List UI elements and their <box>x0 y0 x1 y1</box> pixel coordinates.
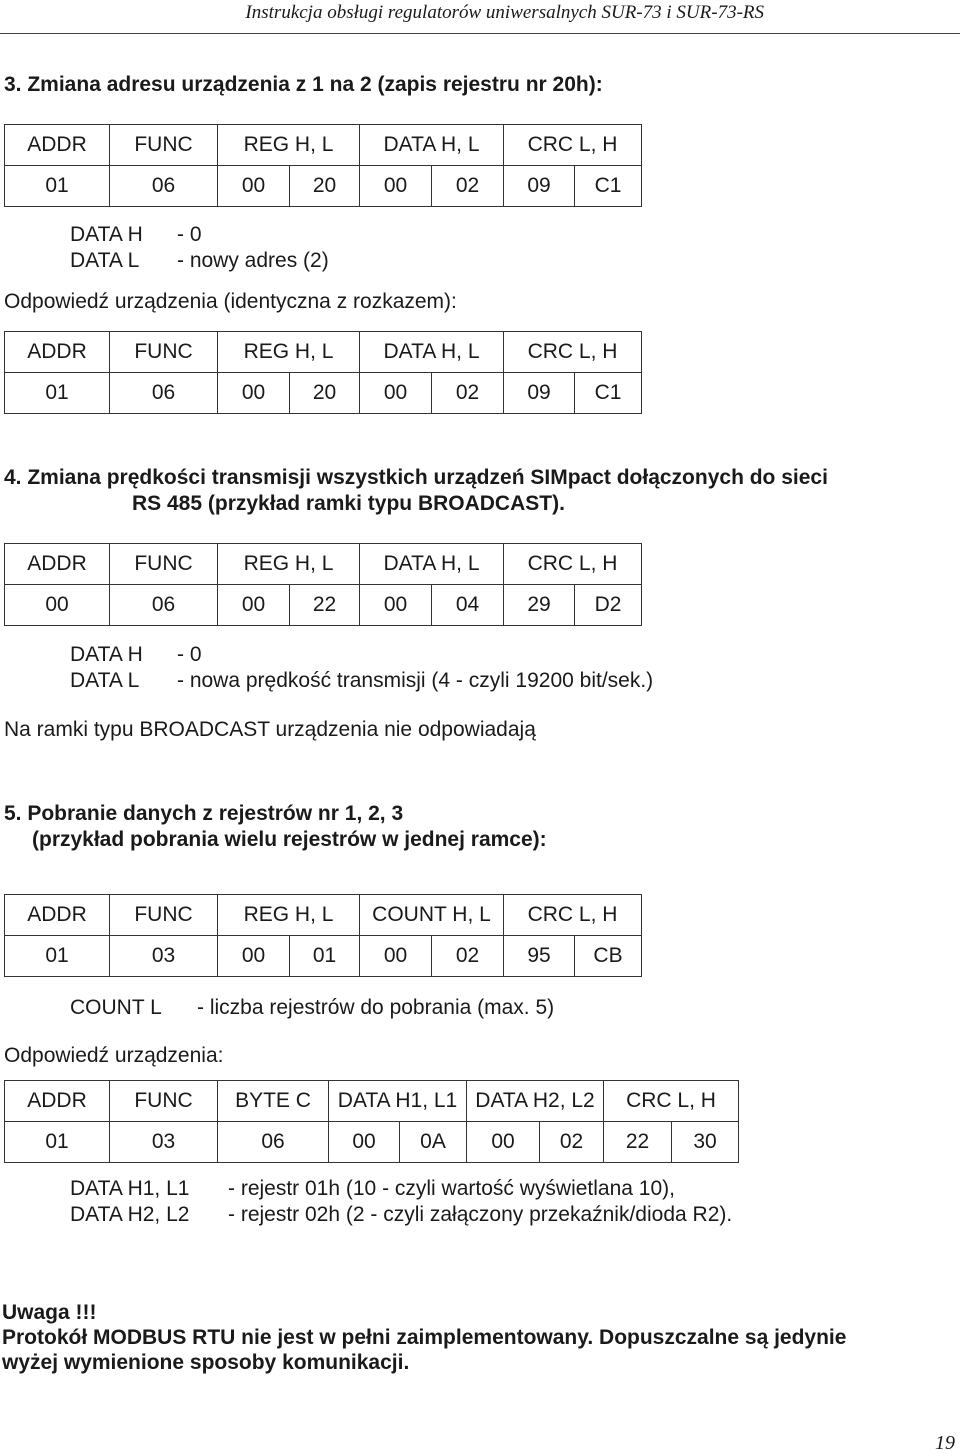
section-4-heading: 4. Zmiana prędkości transmisji wszystkich urządzeń SIMpact dołączonych do sieci <box>4 466 828 489</box>
value-cell: 22 <box>290 585 360 626</box>
note-key: DATA H <box>70 223 143 246</box>
value-cell: 29 <box>504 585 575 626</box>
section-5-response-frame <box>4 1080 739 1163</box>
note-desc: - liczba rejestrów do pobrania (max. 5) <box>197 996 555 1019</box>
value-cell: 02 <box>540 1122 604 1163</box>
note-desc: - rejestr 01h (10 - czyli wartość wyświetlana 10), <box>228 1177 675 1200</box>
header-cell-crc: CRC L, H <box>504 125 642 166</box>
note-key: DATA H <box>70 643 143 666</box>
value-cell: 09 <box>504 166 575 207</box>
header-cell-addr: ADDR <box>5 544 110 585</box>
value-cell: 20 <box>290 373 360 414</box>
value-cell: C1 <box>575 373 642 414</box>
value-cell: 95 <box>504 936 575 977</box>
section-5-request-frame <box>4 894 642 977</box>
header-cell-addr: ADDR <box>5 125 110 166</box>
header-cell-crc: CRC L, H <box>604 1081 739 1122</box>
section-4-request-frame <box>4 543 642 626</box>
response-label: Odpowiedź urządzenia (identyczna z rozkazem): <box>4 290 457 313</box>
value-cell: 01 <box>290 936 360 977</box>
value-cell: 03 <box>110 936 218 977</box>
value-cell: 01 <box>5 1122 110 1163</box>
header-cell-func: FUNC <box>110 1081 218 1122</box>
value-cell: 20 <box>290 166 360 207</box>
value-cell: 30 <box>672 1122 739 1163</box>
value-cell: 06 <box>110 585 218 626</box>
header-cell-func: FUNC <box>110 332 218 373</box>
note-key: DATA H1, L1 <box>70 1177 190 1200</box>
header-cell-reg: REG H, L <box>218 332 360 373</box>
value-cell: 00 <box>360 166 432 207</box>
value-cell: 00 <box>218 936 290 977</box>
value-cell: 06 <box>110 166 218 207</box>
header-cell-data: DATA H, L <box>360 544 504 585</box>
header-cell-addr: ADDR <box>5 895 110 936</box>
frame-value-row <box>5 1122 739 1163</box>
frame-header-row <box>5 895 642 936</box>
response-label: Odpowiedź urządzenia: <box>4 1044 224 1067</box>
value-cell: 01 <box>5 166 110 207</box>
value-cell: 00 <box>218 373 290 414</box>
header-cell-reg: REG H, L <box>218 125 360 166</box>
value-cell: 04 <box>432 585 504 626</box>
warning-text-cont: wyżej wymienione sposoby komunikacji. <box>2 1351 410 1374</box>
header-cell-addr: ADDR <box>5 1081 110 1122</box>
header-cell-reg: REG H, L <box>218 895 360 936</box>
document-header: Instrukcja obsługi regulatorów uniwersalnych SUR-73 i SUR-73-RS <box>245 2 764 23</box>
value-cell: 02 <box>432 166 504 207</box>
note-key: DATA H2, L2 <box>70 1203 190 1226</box>
header-cell-func: FUNC <box>110 544 218 585</box>
note-desc: - 0 <box>177 643 202 666</box>
value-cell: CB <box>575 936 642 977</box>
section-3-response-frame <box>4 331 642 414</box>
value-cell: 09 <box>504 373 575 414</box>
value-cell: 00 <box>360 373 432 414</box>
frame-header-row <box>5 332 642 373</box>
value-cell: D2 <box>575 585 642 626</box>
value-cell: 00 <box>329 1122 400 1163</box>
value-cell: 00 <box>5 585 110 626</box>
header-cell-data-2: DATA H2, L2 <box>467 1081 604 1122</box>
section-5-heading-cont: (przykład pobrania wielu rejestrów w jednej ramce): <box>32 828 547 851</box>
frame-header-row <box>5 1081 739 1122</box>
note-desc: - nowy adres (2) <box>177 249 329 272</box>
frame-header-row <box>5 544 642 585</box>
header-cell-data: DATA H, L <box>360 332 504 373</box>
header-cell-crc: CRC L, H <box>504 544 642 585</box>
header-cell-byte-count: BYTE C <box>218 1081 329 1122</box>
note-key: COUNT L <box>70 996 162 1019</box>
value-cell: C1 <box>575 166 642 207</box>
value-cell: 0A <box>400 1122 467 1163</box>
note-key: DATA L <box>70 249 140 272</box>
value-cell: 01 <box>5 373 110 414</box>
value-cell: 02 <box>432 936 504 977</box>
section-5-heading: 5. Pobranie danych z rejestrów nr 1, 2, 3 <box>4 802 404 825</box>
header-cell-crc: CRC L, H <box>504 332 642 373</box>
value-cell: 03 <box>110 1122 218 1163</box>
header-divider <box>0 33 960 34</box>
note-desc: - nowa prędkość transmisji (4 - czyli 19200 bit/sek.) <box>177 669 654 692</box>
section-4-heading-cont: RS 485 (przykład ramki typu BROADCAST). <box>132 492 565 515</box>
value-cell: 01 <box>5 936 110 977</box>
note-key: DATA L <box>70 669 140 692</box>
frame-value-row <box>5 936 642 977</box>
frame-value-row <box>5 166 642 207</box>
header-cell-data: DATA H, L <box>360 125 504 166</box>
section-3-heading: 3. Zmiana adresu urządzenia z 1 na 2 (zapis rejestru nr 20h): <box>4 73 603 96</box>
value-cell: 00 <box>360 936 432 977</box>
value-cell: 00 <box>218 166 290 207</box>
header-cell-func: FUNC <box>110 125 218 166</box>
note-desc: - rejestr 02h (2 - czyli załączony przekaźnik/dioda R2). <box>228 1203 733 1226</box>
value-cell: 00 <box>360 585 432 626</box>
value-cell: 22 <box>604 1122 672 1163</box>
value-cell: 02 <box>432 373 504 414</box>
header-cell-func: FUNC <box>110 895 218 936</box>
header-cell-data-1: DATA H1, L1 <box>329 1081 467 1122</box>
section-3-request-frame <box>4 124 642 207</box>
value-cell: 00 <box>218 585 290 626</box>
note-desc: - 0 <box>177 223 202 246</box>
header-cell-crc: CRC L, H <box>504 895 642 936</box>
warning-text: Protokół MODBUS RTU nie jest w pełni zaimplementowany. Dopuszczalne są jedynie <box>2 1326 847 1349</box>
value-cell: 00 <box>467 1122 540 1163</box>
page-number: 19 <box>935 1432 955 1454</box>
broadcast-note: Na ramki typu BROADCAST urządzenia nie odpowiadają <box>4 718 536 741</box>
value-cell: 06 <box>110 373 218 414</box>
frame-header-row <box>5 125 642 166</box>
warning-title: Uwaga !!! <box>2 1301 97 1324</box>
header-cell-reg: REG H, L <box>218 544 360 585</box>
value-cell: 06 <box>218 1122 329 1163</box>
frame-value-row <box>5 373 642 414</box>
frame-value-row <box>5 585 642 626</box>
header-cell-count: COUNT H, L <box>360 895 504 936</box>
header-cell-addr: ADDR <box>5 332 110 373</box>
